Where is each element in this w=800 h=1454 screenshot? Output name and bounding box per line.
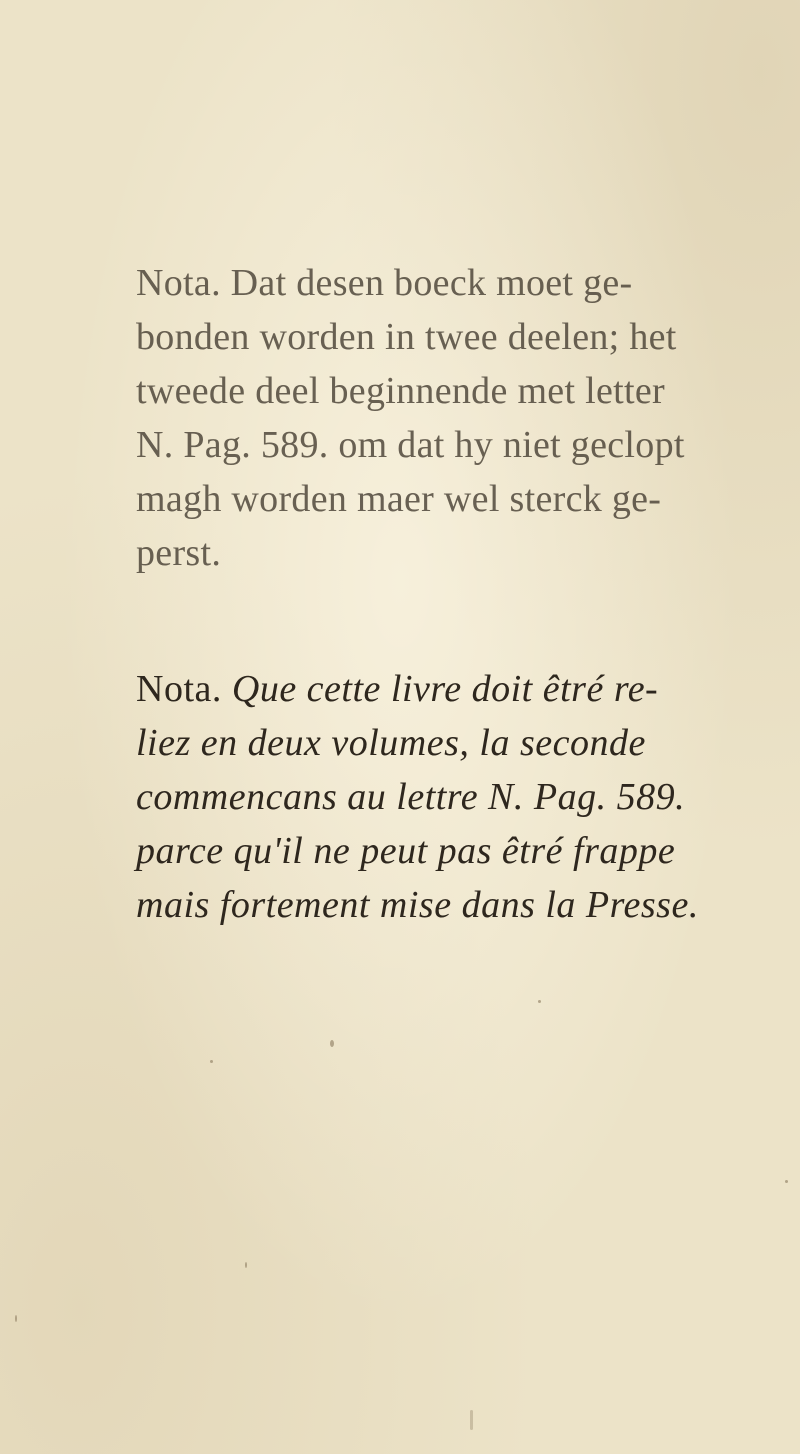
paper-fleck xyxy=(470,1410,473,1430)
french-note-line xyxy=(136,662,776,716)
paper-fleck xyxy=(330,1040,334,1047)
paper-fleck xyxy=(15,1315,17,1322)
paper-fleck xyxy=(210,1060,213,1063)
dutch-note-line: magh worden maer wel sterck ge- xyxy=(136,478,662,520)
french-note-line-text: Que cette livre doit êtré re- xyxy=(231,668,659,710)
french-note xyxy=(136,662,776,932)
paper-fleck xyxy=(245,1262,247,1268)
dutch-note-line: N. Pag. 589. om dat hy niet geclopt xyxy=(136,424,685,466)
dutch-note xyxy=(136,256,776,580)
paper-fleck xyxy=(538,1000,541,1003)
dutch-note-line: perst. xyxy=(136,532,222,574)
dutch-note-line: Nota. Dat desen boeck moet ge- xyxy=(136,262,633,304)
dutch-note-line: bonden worden in twee deelen; het xyxy=(136,316,677,358)
french-note-line: mais fortement mise dans la Presse. xyxy=(136,884,699,926)
dutch-note-line: tweede deel beginnende met letter xyxy=(136,370,665,412)
french-note-label: Nota. xyxy=(136,668,222,710)
french-note-line: liez en deux volumes, la seconde xyxy=(136,722,646,764)
french-note-line: commencans au lettre N. Pag. 589. xyxy=(136,776,686,818)
paper-fleck xyxy=(785,1180,788,1183)
french-note-line: parce qu'il ne peut pas êtré frappe xyxy=(136,830,676,872)
